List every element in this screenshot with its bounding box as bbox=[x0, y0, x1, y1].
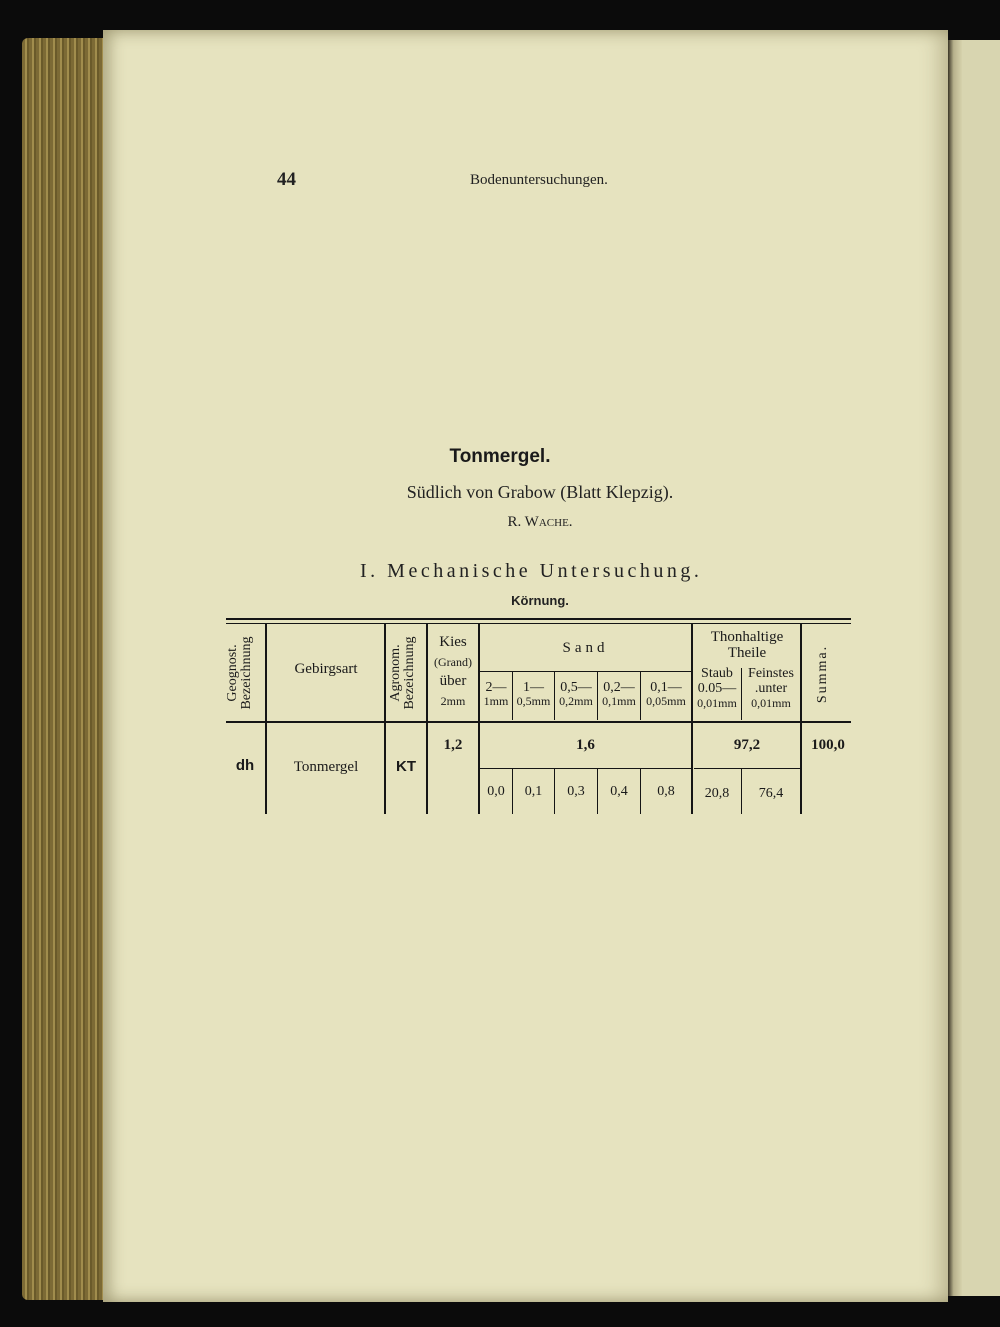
row-sand-02-01: 0,4 bbox=[610, 784, 628, 799]
table-top-rule bbox=[226, 618, 851, 620]
row-sand-1-05: 0,1 bbox=[524, 784, 543, 799]
header-sand: Sand bbox=[562, 640, 609, 656]
header-thonhaltige: Thonhaltige Theile bbox=[710, 629, 784, 661]
section-heading: I. Mechanische Untersuchung. bbox=[360, 560, 703, 582]
header-agronom: Agronom. Bezeichnung bbox=[388, 636, 417, 710]
row-gebirgsart: Tonmergel bbox=[293, 759, 359, 775]
header-kies-size: 2mm bbox=[440, 694, 466, 708]
row-agronom: KT bbox=[396, 758, 416, 775]
header-sand-05-02: 0,5— 0,2mm bbox=[559, 680, 593, 709]
header-summa: Summa. bbox=[815, 644, 830, 704]
header-sand-1-05: 1— 0,5mm bbox=[516, 680, 551, 709]
row-summa: 100,0 bbox=[811, 737, 845, 753]
header-sand-02-01: 0,2— 0,1mm bbox=[602, 680, 636, 709]
header-kies-uber: über bbox=[439, 673, 467, 689]
col-rule-2 bbox=[384, 624, 386, 814]
analyst-name: R. Wache. bbox=[507, 514, 573, 530]
row-staub: 20,8 bbox=[704, 786, 730, 801]
header-bottom-rule bbox=[226, 721, 851, 723]
header-sand-2-1: 2— 1mm bbox=[483, 680, 509, 709]
header-sand-01-005: 0,1— 0,05mm bbox=[646, 680, 686, 709]
col-rule-3 bbox=[426, 624, 428, 814]
header-feinstes: Feinstes .unter 0,01mm bbox=[748, 666, 794, 710]
col-rule-1 bbox=[265, 624, 267, 814]
header-kies-grand: (Grand) bbox=[434, 655, 472, 669]
header-staub: Staub 0.05— 0,01mm bbox=[697, 666, 737, 710]
sample-location: Südlich von Grabow (Blatt Klepzig). bbox=[406, 482, 674, 502]
row-sand-total: 1,6 bbox=[576, 737, 595, 753]
gutter-shadow bbox=[948, 40, 962, 1296]
row-thon-total: 97,2 bbox=[733, 737, 761, 753]
thon-value-rule bbox=[694, 768, 800, 769]
row-kies: 1,2 bbox=[443, 737, 463, 753]
sample-title: Tonmergel. bbox=[449, 446, 551, 467]
table-top-rule-thin bbox=[226, 623, 851, 624]
page-number: 44 bbox=[277, 169, 296, 190]
row-geognost: dh bbox=[235, 757, 255, 774]
running-head: Bodenuntersuchungen. bbox=[470, 172, 608, 188]
row-sand-01-005: 0,8 bbox=[657, 784, 675, 799]
header-kies: Kies bbox=[439, 634, 467, 650]
subsection-heading: Körnung. bbox=[511, 593, 569, 608]
header-gebirgsart: Gebirgsart bbox=[294, 661, 358, 677]
row-sand-2-1: 0,0 bbox=[487, 784, 505, 799]
next-page-sliver bbox=[962, 40, 1000, 1296]
header-geognost: Geognost. Bezeichnung bbox=[225, 636, 254, 710]
row-sand-05-02: 0,3 bbox=[567, 784, 585, 799]
row-feinstes: 76,4 bbox=[758, 786, 784, 801]
